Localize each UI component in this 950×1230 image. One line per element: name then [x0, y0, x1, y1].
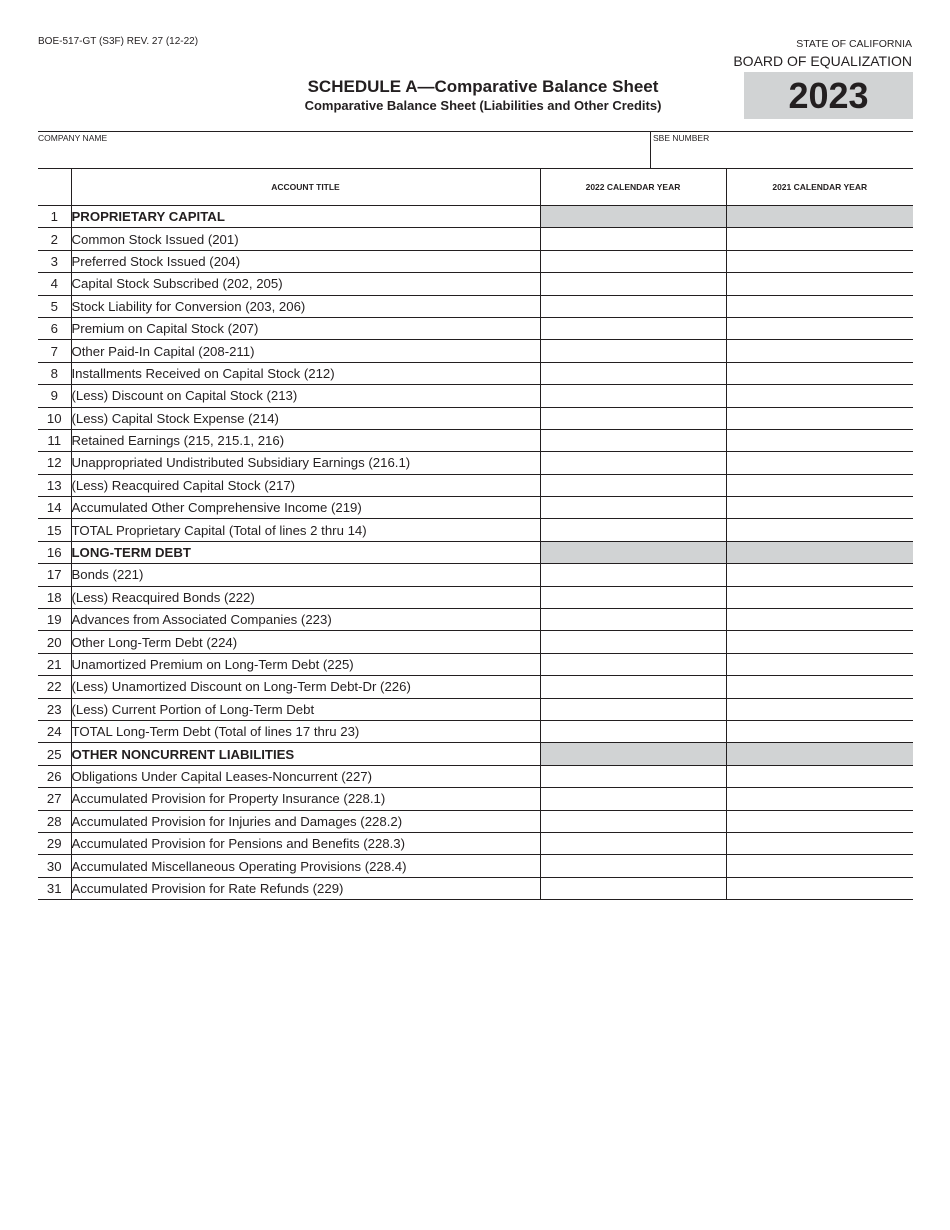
amount-2022-cell[interactable] — [540, 362, 726, 384]
amount-2022-cell[interactable] — [540, 519, 726, 541]
line-number: 7 — [38, 340, 71, 362]
line-number: 1 — [38, 206, 71, 228]
amount-2021-cell[interactable] — [726, 228, 913, 250]
line-number: 12 — [38, 452, 71, 474]
account-title: (Less) Unamortized Discount on Long-Term Debt-Dr (226) — [71, 676, 540, 698]
amount-2022-cell[interactable] — [540, 497, 726, 519]
amount-2021-cell[interactable] — [726, 385, 913, 407]
line-number: 18 — [38, 586, 71, 608]
section-heading: OTHER NONCURRENT LIABILITIES — [71, 743, 540, 765]
line-number: 2 — [38, 228, 71, 250]
amount-2022-cell[interactable] — [540, 586, 726, 608]
form-id: BOE-517-GT (S3F) REV. 27 (12-22) — [38, 36, 199, 47]
table-row — [38, 497, 913, 519]
amount-2021-cell[interactable] — [726, 877, 913, 899]
account-title: Accumulated Provision for Injuries and Damages (228.2) — [71, 810, 540, 832]
amount-2021-cell[interactable] — [726, 429, 913, 451]
amount-2021-cell — [726, 743, 913, 765]
amount-2022-cell — [540, 206, 726, 228]
line-number: 15 — [38, 519, 71, 541]
account-title: Accumulated Provision for Rate Refunds (229) — [71, 877, 540, 899]
amount-2022-cell[interactable] — [540, 385, 726, 407]
line-number: 6 — [38, 317, 71, 339]
table-row — [38, 586, 913, 608]
account-title: Accumulated Provision for Pensions and Benefits (228.3) — [71, 832, 540, 854]
account-title: Other Paid-In Capital (208-211) — [71, 340, 540, 362]
table-row — [38, 877, 913, 899]
agency-label: BOARD OF EQUALIZATION — [733, 53, 912, 69]
line-number: 26 — [38, 765, 71, 787]
line-number: 27 — [38, 788, 71, 810]
amount-2021-cell[interactable] — [726, 474, 913, 496]
amount-2021-cell[interactable] — [726, 340, 913, 362]
amount-2022-cell[interactable] — [540, 273, 726, 295]
schedule-title: SCHEDULE A—Comparative Balance Sheet — [307, 77, 659, 96]
table-row — [38, 698, 913, 720]
account-title: Installments Received on Capital Stock (212) — [71, 362, 540, 384]
account-title: Preferred Stock Issued (204) — [71, 250, 540, 272]
table-row — [38, 452, 913, 474]
amount-2021-cell[interactable] — [726, 720, 913, 742]
account-title-header: ACCOUNT TITLE — [71, 169, 540, 206]
total-label: TOTAL Proprietary Capital (Total of lines 2 thru 14) — [71, 519, 540, 541]
amount-2022-cell[interactable] — [540, 452, 726, 474]
amount-2022-cell — [540, 541, 726, 563]
amount-2022-cell[interactable] — [540, 429, 726, 451]
table-row — [38, 810, 913, 832]
table-row — [38, 788, 913, 810]
amount-2022-cell[interactable] — [540, 877, 726, 899]
table-row — [38, 385, 913, 407]
amount-2022-cell[interactable] — [540, 228, 726, 250]
tax-year-box: 2023 — [744, 72, 913, 119]
account-title: Stock Liability for Conversion (203, 206) — [71, 295, 540, 317]
line-number: 20 — [38, 631, 71, 653]
amount-2022-cell[interactable] — [540, 295, 726, 317]
table-row — [38, 206, 913, 228]
amount-2022-cell[interactable] — [540, 698, 726, 720]
line-number: 9 — [38, 385, 71, 407]
table-row — [38, 407, 913, 429]
account-title: (Less) Capital Stock Expense (214) — [71, 407, 540, 429]
title-block — [238, 77, 728, 113]
table-row — [38, 541, 913, 563]
amount-2021-cell[interactable] — [726, 609, 913, 631]
table-row — [38, 362, 913, 384]
line-number: 13 — [38, 474, 71, 496]
table-row — [38, 676, 913, 698]
table-row — [38, 429, 913, 451]
amount-2021-cell[interactable] — [726, 564, 913, 586]
amount-2021-cell[interactable] — [726, 519, 913, 541]
table-row — [38, 609, 913, 631]
identity-row — [38, 131, 913, 169]
line-number: 14 — [38, 497, 71, 519]
amount-2022-cell[interactable] — [540, 340, 726, 362]
amount-2021-cell[interactable] — [726, 497, 913, 519]
account-title: Retained Earnings (215, 215.1, 216) — [71, 429, 540, 451]
year-2021-header: 2021 CALENDAR YEAR — [726, 169, 913, 206]
account-title: Advances from Associated Companies (223) — [71, 609, 540, 631]
line-number: 30 — [38, 855, 71, 877]
account-title: Obligations Under Capital Leases-Noncurrent (227) — [71, 765, 540, 787]
line-number: 16 — [38, 541, 71, 563]
line-number: 24 — [38, 720, 71, 742]
line-number: 4 — [38, 273, 71, 295]
amount-2022-cell[interactable] — [540, 810, 726, 832]
amount-2022-cell[interactable] — [540, 832, 726, 854]
amount-2021-cell[interactable] — [726, 653, 913, 675]
account-title: (Less) Discount on Capital Stock (213) — [71, 385, 540, 407]
amount-2022-cell[interactable] — [540, 564, 726, 586]
amount-2021-cell[interactable] — [726, 250, 913, 272]
account-title: Accumulated Other Comprehensive Income (219) — [71, 497, 540, 519]
account-title: Accumulated Miscellaneous Operating Provisions (228.4) — [71, 855, 540, 877]
sbe-number-label: SBE NUMBER — [653, 133, 710, 143]
amount-2021-cell[interactable] — [726, 362, 913, 384]
line-number: 29 — [38, 832, 71, 854]
amount-2021-cell[interactable] — [726, 273, 913, 295]
table-row — [38, 295, 913, 317]
year-2022-header: 2022 CALENDAR YEAR — [540, 169, 726, 206]
table-header-row — [38, 169, 913, 206]
line-number: 22 — [38, 676, 71, 698]
table-row — [38, 273, 913, 295]
amount-2021-cell — [726, 541, 913, 563]
table-row — [38, 855, 913, 877]
amount-2022-cell[interactable] — [540, 676, 726, 698]
account-title: Bonds (221) — [71, 564, 540, 586]
account-title: (Less) Current Portion of Long-Term Debt — [71, 698, 540, 720]
section-heading: PROPRIETARY CAPITAL — [71, 206, 540, 228]
line-number: 21 — [38, 653, 71, 675]
total-label: TOTAL Long-Term Debt (Total of lines 17 thru 23) — [71, 720, 540, 742]
amount-2021-cell[interactable] — [726, 586, 913, 608]
line-number: 31 — [38, 877, 71, 899]
amount-2021-cell[interactable] — [726, 855, 913, 877]
line-number: 28 — [38, 810, 71, 832]
sbe-number-field[interactable] — [653, 146, 908, 168]
line-number: 5 — [38, 295, 71, 317]
amount-2022-cell[interactable] — [540, 788, 726, 810]
account-title: (Less) Reacquired Capital Stock (217) — [71, 474, 540, 496]
table-row — [38, 564, 913, 586]
account-title: Accumulated Provision for Property Insurance (228.1) — [71, 788, 540, 810]
account-title: Unappropriated Undistributed Subsidiary Earnings (216.1) — [71, 452, 540, 474]
state-label: STATE OF CALIFORNIA — [796, 38, 912, 50]
amount-2021-cell — [726, 206, 913, 228]
identity-divider — [650, 132, 651, 169]
amount-2021-cell[interactable] — [726, 788, 913, 810]
table-row — [38, 250, 913, 272]
amount-2021-cell[interactable] — [726, 407, 913, 429]
amount-2022-cell[interactable] — [540, 631, 726, 653]
account-title: Premium on Capital Stock (207) — [71, 317, 540, 339]
amount-2021-cell[interactable] — [726, 698, 913, 720]
table-row — [38, 228, 913, 250]
table-row — [38, 340, 913, 362]
line-number: 25 — [38, 743, 71, 765]
account-title: Capital Stock Subscribed (202, 205) — [71, 273, 540, 295]
amount-2022-cell[interactable] — [540, 720, 726, 742]
amount-2022-cell[interactable] — [540, 765, 726, 787]
table-row — [38, 631, 913, 653]
amount-2021-cell[interactable] — [726, 631, 913, 653]
line-number: 19 — [38, 609, 71, 631]
amount-2022-cell[interactable] — [540, 855, 726, 877]
amount-2021-cell[interactable] — [726, 317, 913, 339]
account-title: Other Long-Term Debt (224) — [71, 631, 540, 653]
amount-2022-cell — [540, 743, 726, 765]
line-number: 3 — [38, 250, 71, 272]
company-name-field[interactable] — [38, 146, 638, 168]
table-row — [38, 832, 913, 854]
table-row — [38, 519, 913, 541]
amount-2022-cell[interactable] — [540, 407, 726, 429]
line-number: 17 — [38, 564, 71, 586]
amount-2021-cell[interactable] — [726, 810, 913, 832]
line-number: 11 — [38, 429, 71, 451]
amount-2021-cell[interactable] — [726, 295, 913, 317]
amount-2022-cell[interactable] — [540, 474, 726, 496]
amount-2022-cell[interactable] — [540, 609, 726, 631]
account-title: Unamortized Premium on Long-Term Debt (225) — [71, 653, 540, 675]
table-body — [38, 206, 913, 900]
line-number: 8 — [38, 362, 71, 384]
amount-2022-cell[interactable] — [540, 653, 726, 675]
company-name-label: COMPANY NAME — [38, 133, 108, 143]
balance-sheet-table — [38, 168, 913, 900]
account-title: Common Stock Issued (201) — [71, 228, 540, 250]
account-title: (Less) Reacquired Bonds (222) — [71, 586, 540, 608]
section-heading: LONG-TERM DEBT — [71, 541, 540, 563]
table-row — [38, 765, 913, 787]
line-number: 10 — [38, 407, 71, 429]
table-row — [38, 474, 913, 496]
amount-2021-cell[interactable] — [726, 676, 913, 698]
amount-2021-cell[interactable] — [726, 452, 913, 474]
table-row — [38, 720, 913, 742]
schedule-subtitle: Comparative Balance Sheet (Liabilities and Other Credits) — [304, 98, 662, 113]
table-row — [38, 317, 913, 339]
amount-2021-cell[interactable] — [726, 832, 913, 854]
amount-2022-cell[interactable] — [540, 250, 726, 272]
line-number-header — [38, 169, 71, 206]
amount-2022-cell[interactable] — [540, 317, 726, 339]
amount-2021-cell[interactable] — [726, 765, 913, 787]
table-row — [38, 653, 913, 675]
table-row — [38, 743, 913, 765]
line-number: 23 — [38, 698, 71, 720]
